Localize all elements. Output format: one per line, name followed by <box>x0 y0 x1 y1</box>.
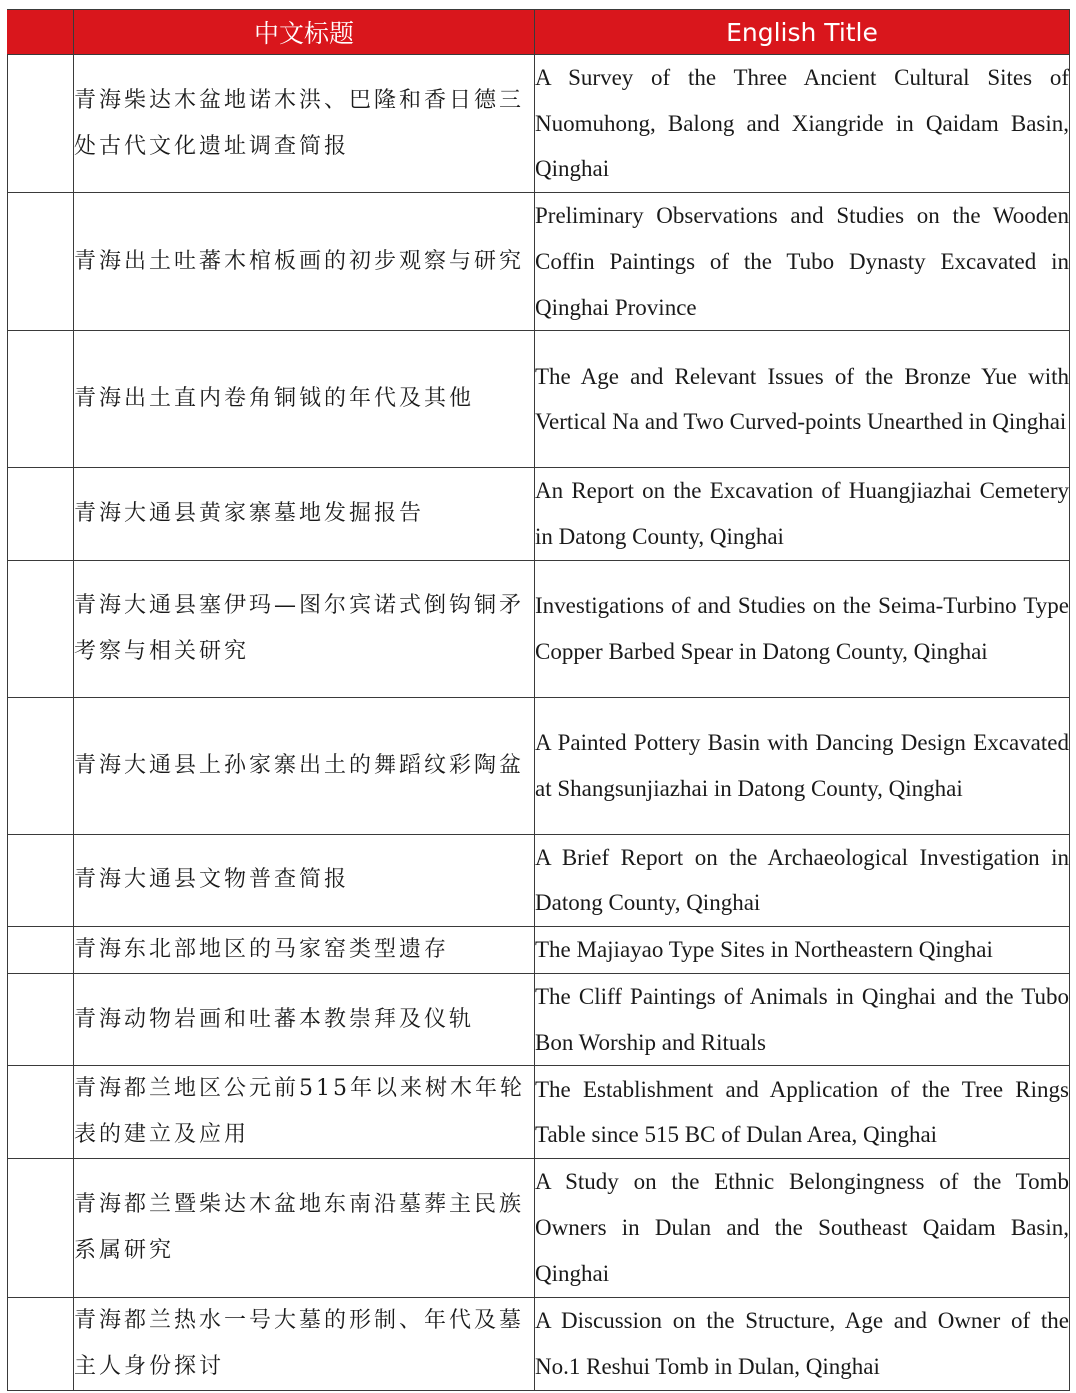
english-title-cell: The Age and Relevant Issues of the Bronze Yue with Vertical Na and Two Curved-points Unearthed in Qinghai <box>535 331 1070 468</box>
table-row <box>8 1066 1070 1159</box>
chinese-title-cell: 青海出土直内卷角铜钺的年代及其他 <box>74 331 535 468</box>
table-row <box>8 55 1070 193</box>
index-cell <box>8 55 74 193</box>
table-row <box>8 974 1070 1066</box>
table-row <box>8 1297 1070 1390</box>
chinese-title-cell: 青海大通县塞伊玛—图尔宾诺式倒钩铜矛考察与相关研究 <box>74 560 535 697</box>
chinese-title-cell: 青海动物岩画和吐蕃本教崇拜及仪轨 <box>74 974 535 1066</box>
chinese-title-cell: 青海都兰暨柴达木盆地东南沿墓葬主民族系属研究 <box>74 1159 535 1297</box>
chinese-title-cell: 青海出土吐蕃木棺板画的初步观察与研究 <box>74 193 535 331</box>
table-row <box>8 927 1070 974</box>
index-cell <box>8 1297 74 1390</box>
index-cell <box>8 974 74 1066</box>
chinese-title-cell: 青海柴达木盆地诺木洪、巴隆和香日德三处古代文化遗址调查简报 <box>74 55 535 193</box>
english-title-cell: The Establishment and Application of the Tree Rings Table since 515 BC of Dulan Area, Qinghai <box>535 1066 1070 1159</box>
table-row <box>8 193 1070 331</box>
chinese-title-cell: 青海大通县上孙家寨出土的舞蹈纹彩陶盆 <box>74 697 535 834</box>
table-row <box>8 1159 1070 1297</box>
english-title-cell: A Discussion on the Structure, Age and Owner of the No.1 Reshui Tomb in Dulan, Qinghai <box>535 1297 1070 1390</box>
english-title-cell: The Cliff Paintings of Animals in Qinghai and the Tubo Bon Worship and Rituals <box>535 974 1070 1066</box>
english-title-cell: A Survey of the Three Ancient Cultural Sites of Nuomuhong, Balong and Xiangride in Qaidam Basin, Qinghai <box>535 55 1070 193</box>
english-title-cell: A Brief Report on the Archaeological Investigation in Datong County, Qinghai <box>535 834 1070 926</box>
table-row <box>8 331 1070 468</box>
english-title-cell: A Study on the Ethnic Belongingness of the Tomb Owners in Dulan and the Southeast Qaidam Basin, Qinghai <box>535 1159 1070 1297</box>
table-row <box>8 468 1070 560</box>
index-cell <box>8 468 74 560</box>
index-cell <box>8 1066 74 1159</box>
english-title-cell: An Report on the Excavation of Huangjiazhai Cemetery in Datong County, Qinghai <box>535 468 1070 560</box>
english-title-cell: Preliminary Observations and Studies on the Wooden Coffin Paintings of the Tubo Dynasty Excavated in Qinghai Province <box>535 193 1070 331</box>
chinese-title-cell: 青海大通县黄家寨墓地发掘报告 <box>74 468 535 560</box>
chinese-title-cell: 青海都兰热水一号大墓的形制、年代及墓主人身份探讨 <box>74 1297 535 1390</box>
index-cell <box>8 697 74 834</box>
index-cell <box>8 927 74 974</box>
index-cell <box>8 560 74 697</box>
index-cell <box>8 331 74 468</box>
english-title-cell: A Painted Pottery Basin with Dancing Design Excavated at Shangsunjiazhai in Datong County, Qinghai <box>535 697 1070 834</box>
index-cell <box>8 193 74 331</box>
header-row <box>8 10 1070 55</box>
chinese-title-cell: 青海大通县文物普查简报 <box>74 834 535 926</box>
english-title-cell: The Majiayao Type Sites in Northeastern Qinghai <box>535 927 1070 974</box>
table-row <box>8 834 1070 926</box>
header-chinese-title: 中文标题 <box>74 10 535 55</box>
table-row <box>8 560 1070 697</box>
chinese-title-cell: 青海东北部地区的马家窑类型遗存 <box>74 927 535 974</box>
table-row <box>8 697 1070 834</box>
index-cell <box>8 1159 74 1297</box>
english-title-cell: Investigations of and Studies on the Seima-Turbino Type Copper Barbed Spear in Datong County, Qinghai <box>535 560 1070 697</box>
header-index-cell <box>8 10 74 55</box>
chinese-title-cell: 青海都兰地区公元前515年以来树木年轮表的建立及应用 <box>74 1066 535 1159</box>
index-cell <box>8 834 74 926</box>
header-english-title: English Title <box>535 10 1070 55</box>
titles-table <box>7 9 1070 1391</box>
